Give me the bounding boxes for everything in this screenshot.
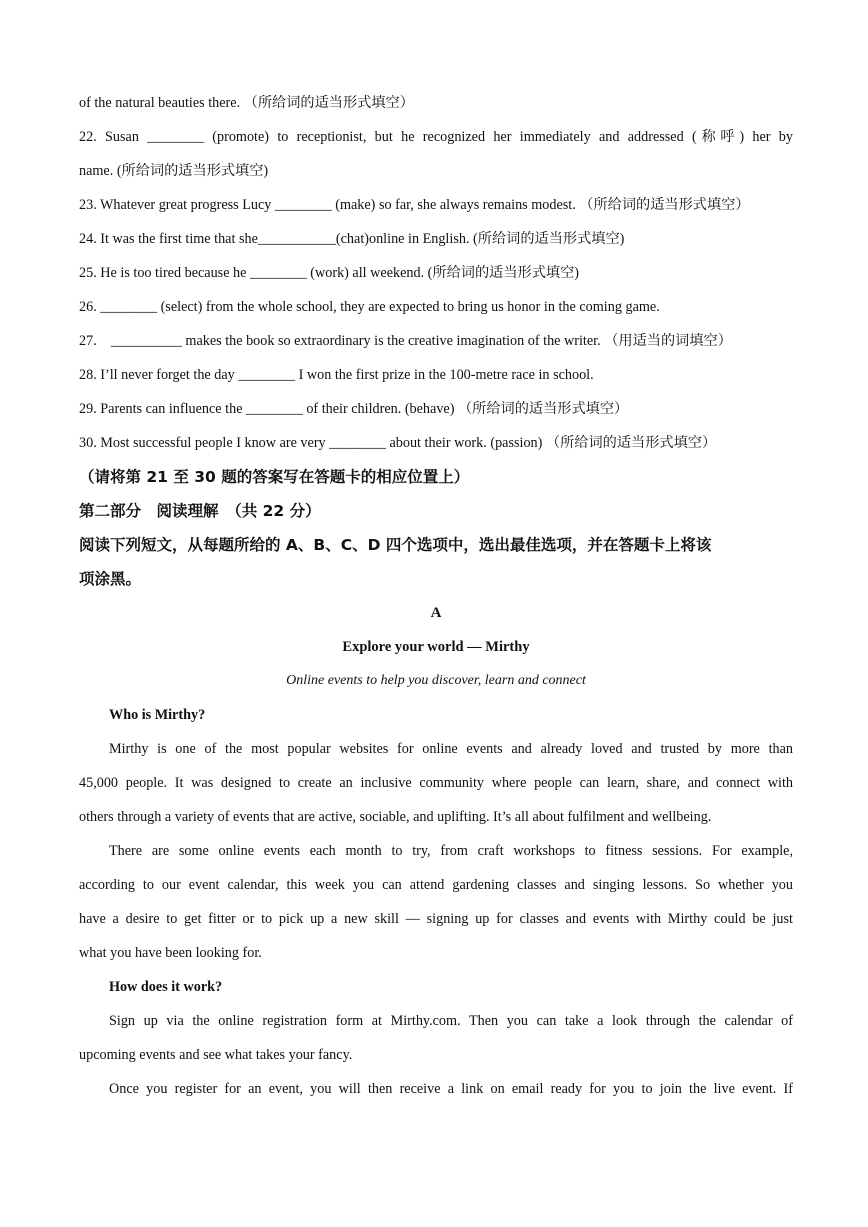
paragraph-line: There are some online events each month to try, from craft workshops to fitness sessions. For example, xyxy=(109,843,793,859)
answer-note: （请将第 21 至 30 题的答案写在答题卡的相应位置上） xyxy=(79,468,470,486)
question-26: 26. ________ (select) from the whole school, they are expected to bring us honor in the coming game. xyxy=(79,299,660,315)
question-29: 29. Parents can influence the ________ of their children. (behave) （所给词的适当形式填空） xyxy=(79,401,629,417)
question-23: 23. Whatever great progress Lucy ________ (make) so far, she always remains modest. （所给词的适当形式填空） xyxy=(79,197,750,213)
paragraph-line: upcoming events and see what takes your fancy. xyxy=(79,1047,353,1063)
paragraph-line: Once you register for an event, you will then receive a link on email ready for you to join the live event. If xyxy=(109,1081,793,1097)
question-27: 27. __________ makes the book so extraordinary is the creative imagination of the writer. （用适当的词填空） xyxy=(79,333,732,349)
question-24: 24. It was the first time that she___________(chat)online in English. (所给词的适当形式填空) xyxy=(79,231,625,247)
paragraph-line: 45,000 people. It was designed to create an inclusive community where people can learn, share, and connect with xyxy=(79,775,793,791)
section-heading: Who is Mirthy? xyxy=(109,707,206,723)
exam-page xyxy=(79,86,793,1106)
passage-title: Explore your world — Mirthy xyxy=(342,639,530,655)
passage-subtitle: Online events to help you discover, learn and connect xyxy=(286,673,586,688)
question-line: of the natural beauties there. （所给词的适当形式填空） xyxy=(79,95,414,111)
question-30: 30. Most successful people I know are very ________ about their work. (passion) （所给词的适当形式填空） xyxy=(79,435,717,451)
paragraph-line: have a desire to get fitter or to pick up a new skill — signing up for classes and events with Mirthy could be just xyxy=(79,911,793,927)
question-22: 22. Susan ________ (promote) to receptionist, but he recognized her immediately and addressed (称呼) her by xyxy=(79,129,793,145)
section-heading: How does it work? xyxy=(109,979,223,995)
paragraph-line: what you have been looking for. xyxy=(79,945,262,961)
passage-label: A xyxy=(430,605,442,621)
part-title: 第二部分 阅读理解 （共 22 分） xyxy=(79,502,321,520)
question-line: name. (所给词的适当形式填空) xyxy=(79,163,269,179)
paragraph-line: others through a variety of events that are active, sociable, and uplifting. It’s all about fulfilment and wellbeing. xyxy=(79,809,712,825)
paragraph-line: according to our event calendar, this week you can attend gardening classes and singing lessons. So whether you xyxy=(79,877,793,893)
instruction-line: 项涂黑。 xyxy=(79,570,142,588)
instruction-line: 阅读下列短文，从每题所给的 A、B、C、D 四个选项中，选出最佳选项，并在答题卡上将该 xyxy=(79,536,712,554)
paragraph-line: Sign up via the online registration form at Mirthy.com. Then you can take a look through the calendar of xyxy=(109,1013,793,1029)
question-28: 28. I’ll never forget the day ________ I won the first prize in the 100-metre race in school. xyxy=(79,367,594,383)
paragraph-line: Mirthy is one of the most popular websites for online events and already loved and trusted by more than xyxy=(109,741,793,757)
question-25: 25. He is too tired because he ________ (work) all weekend. (所给词的适当形式填空) xyxy=(79,265,579,281)
